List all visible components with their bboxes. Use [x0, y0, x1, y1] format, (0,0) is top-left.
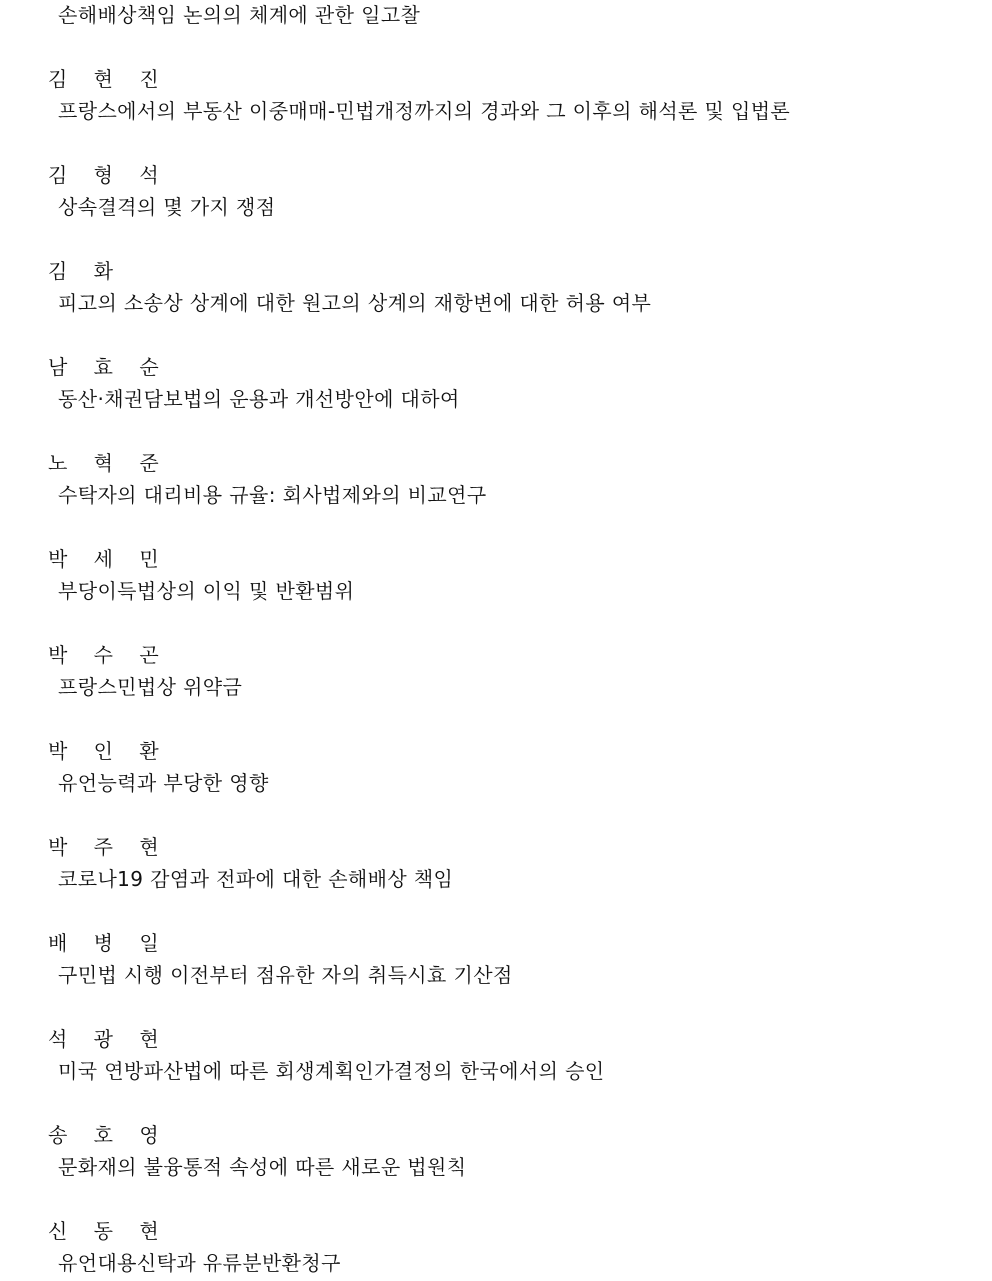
- entry-author: 박 수 곤: [48, 643, 169, 667]
- entry-author: 김 형 석: [48, 163, 169, 187]
- entry-title: 미국 연방파산법에 따른 회생계획인가결정의 한국에서의 승인: [58, 1059, 605, 1083]
- entry-title: 구민법 시행 이전부터 점유한 자의 취득시효 기산점: [58, 963, 513, 987]
- entry-author: 노 혁 준: [48, 451, 169, 475]
- entry-title: 수탁자의 대리비용 규율: 회사법제와의 비교연구: [58, 483, 487, 507]
- entry-author: 김 화: [48, 259, 123, 283]
- entry-author: 남 효 순: [48, 355, 169, 379]
- entry-author: 박 인 환: [48, 739, 169, 763]
- entry-title: 피고의 소송상 상계에 대한 원고의 상계의 재항변에 대한 허용 여부: [58, 291, 652, 315]
- entry-title: 프랑스민법상 위약금: [58, 675, 243, 699]
- entry-title: 동산·채권담보법의 운용과 개선방안에 대하여: [58, 387, 460, 411]
- entry-author: 박 세 민: [48, 547, 169, 571]
- entry-title: 코로나19 감염과 전파에 대한 손해배상 책임: [58, 867, 454, 891]
- entry-title: 유언대용신탁과 유류분반환청구: [58, 1251, 341, 1275]
- entry-author: 송 호 영: [48, 1123, 169, 1147]
- entry-author: 배 병 일: [48, 931, 169, 955]
- entry-title: 부당이득법상의 이익 및 반환범위: [58, 579, 355, 603]
- entry-title: 유언능력과 부당한 영향: [58, 771, 269, 795]
- entry-author: 석 광 현: [48, 1027, 169, 1051]
- entry-author: 신 동 현: [48, 1219, 169, 1243]
- entry-author: 김 현 진: [48, 67, 169, 91]
- entry-title: 프랑스에서의 부동산 이중매매-민법개정까지의 경과와 그 이후의 해석론 및 입법론: [58, 99, 791, 123]
- entry-author: 박 주 현: [48, 835, 169, 859]
- entry-title: 손해배상책임 논의의 체계에 관한 일고찰: [58, 3, 421, 27]
- entry-title: 문화재의 불융통적 속성에 따른 새로운 법원칙: [58, 1155, 467, 1179]
- entry-title: 상속결격의 몇 가지 쟁점: [58, 195, 276, 219]
